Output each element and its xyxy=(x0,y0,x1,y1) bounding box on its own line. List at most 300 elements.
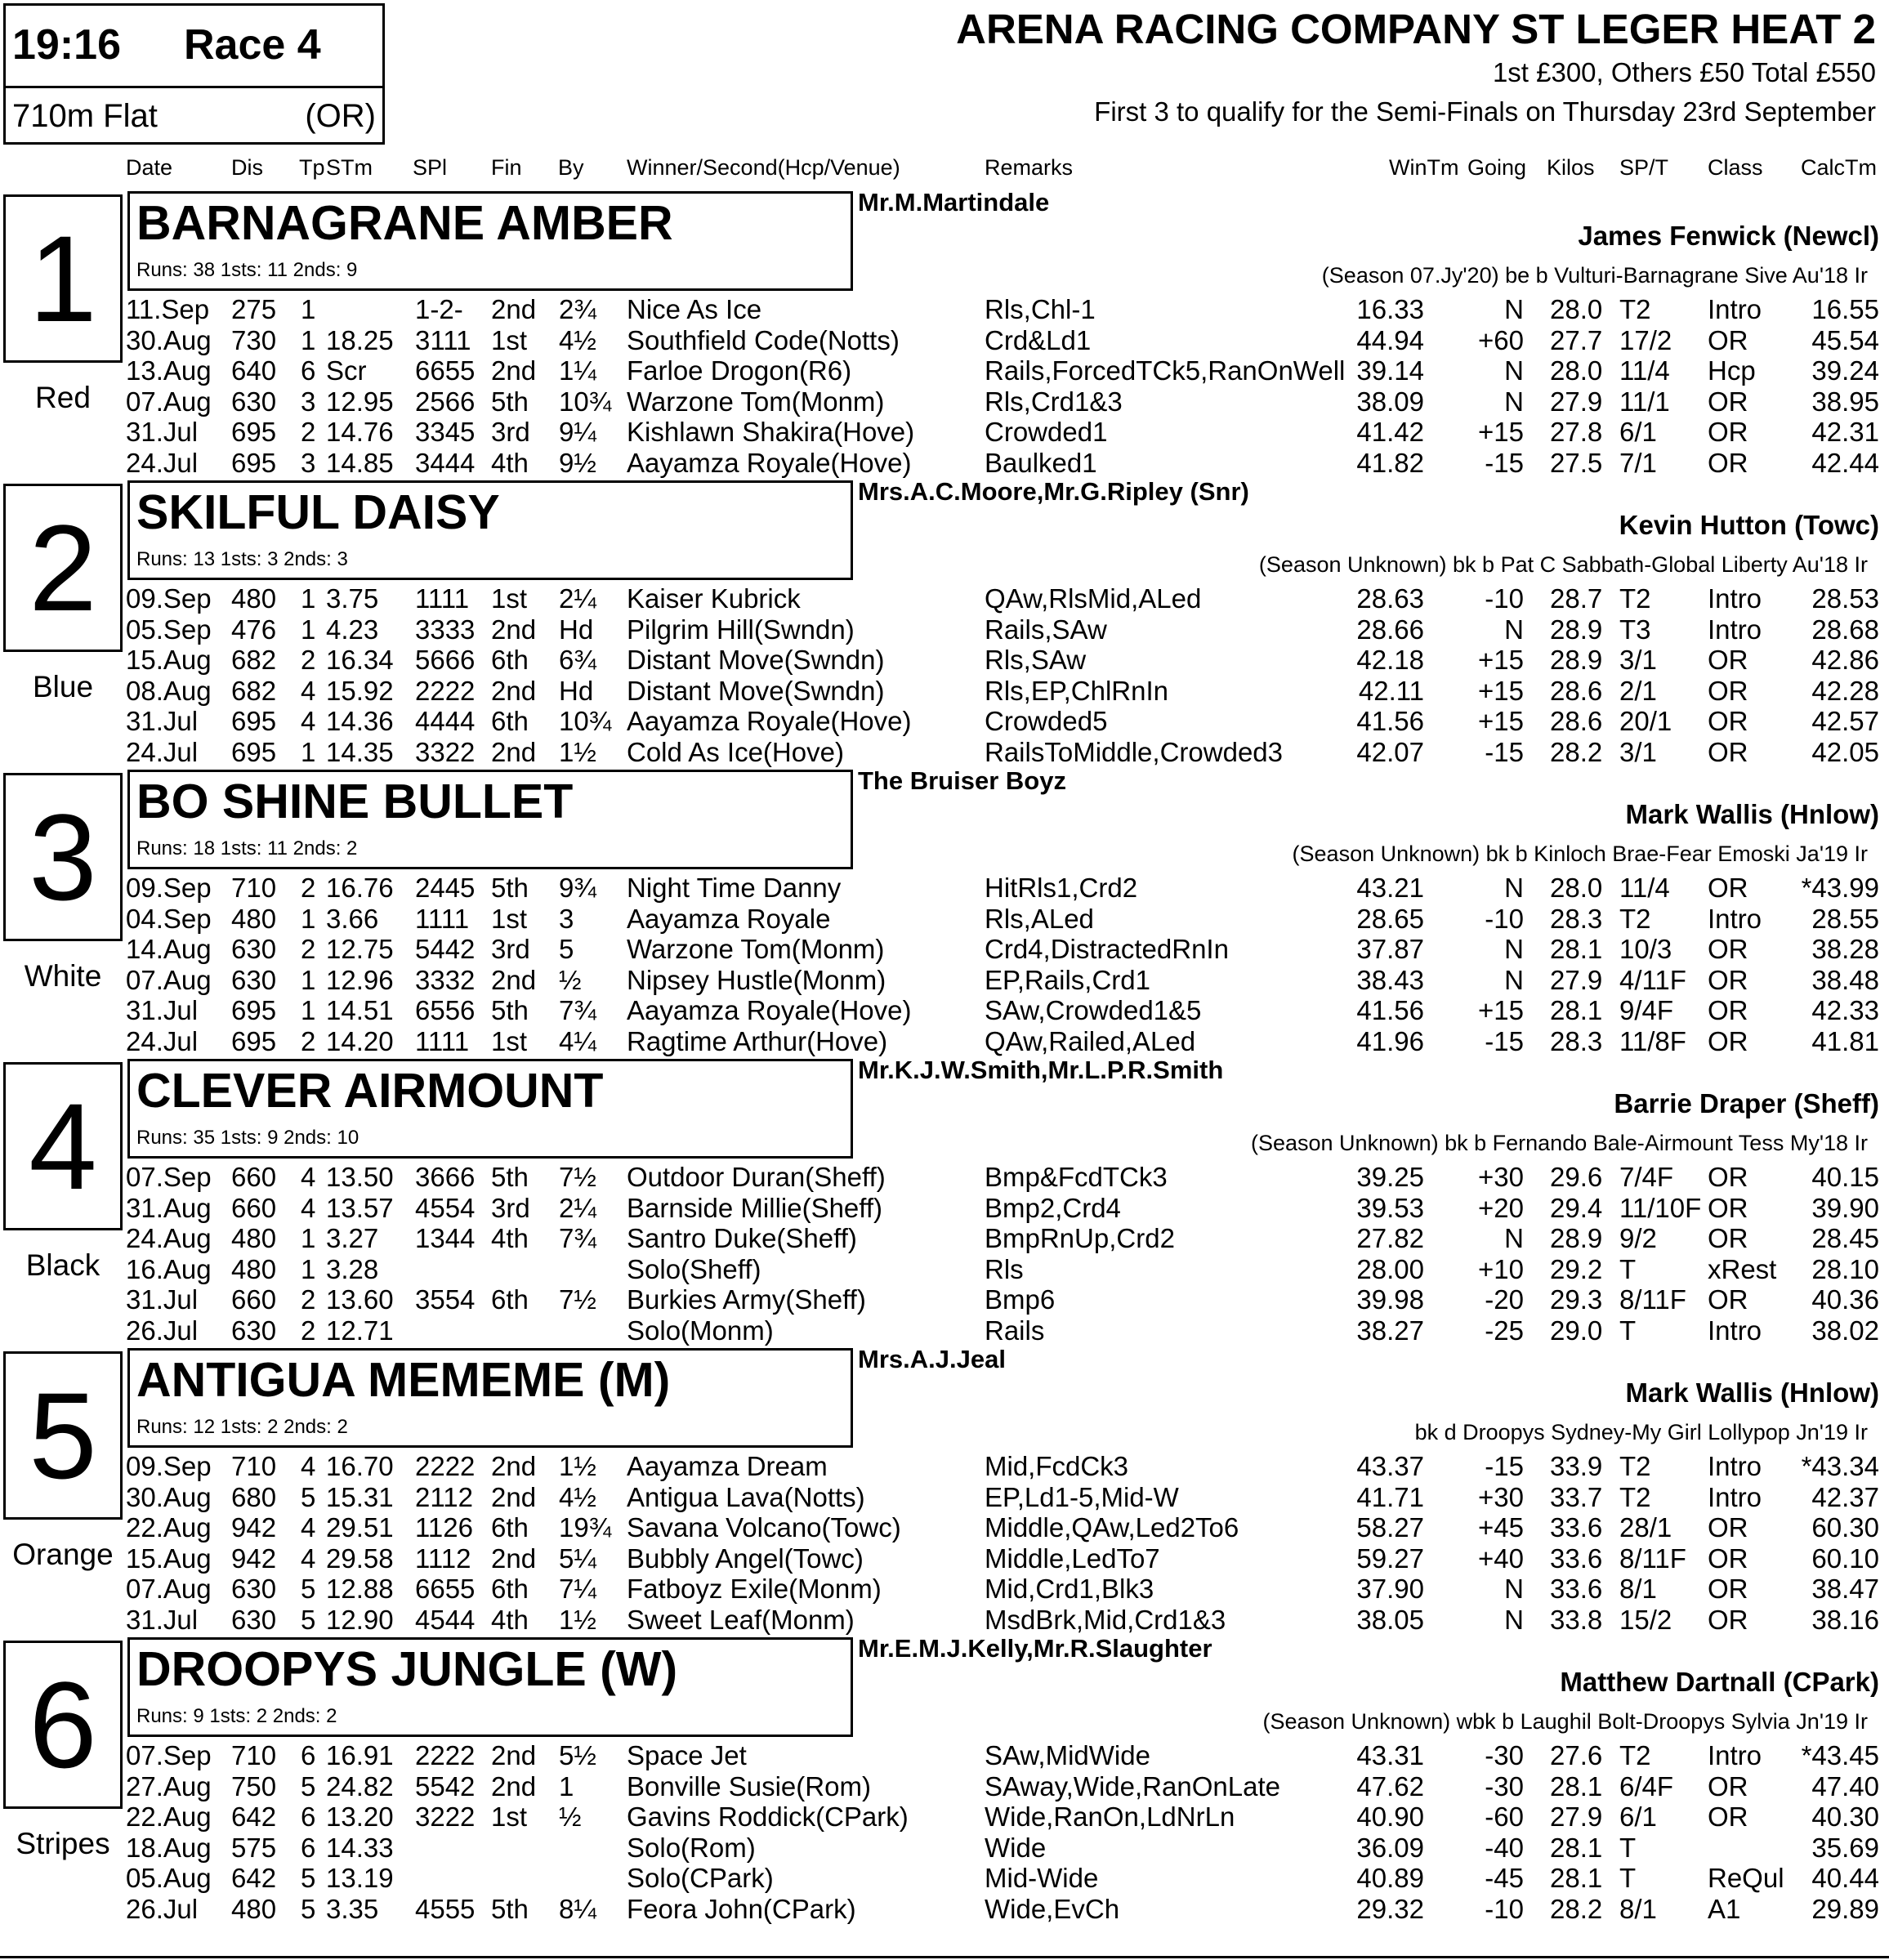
cell-remarks: RailsToMiddle,Crowded3 xyxy=(985,736,1283,767)
dog-owner: Mrs.A.C.Moore,Mr.G.Ripley (Snr) xyxy=(858,477,1249,506)
dog-owner: Mrs.A.J.Jeal xyxy=(858,1345,1006,1373)
cell-going: +15 xyxy=(1478,675,1524,706)
cell-winner: Solo(Sheff) xyxy=(627,1253,761,1284)
cell-spt: T2 xyxy=(1619,1740,1651,1770)
cell-date: 31.Jul xyxy=(126,706,199,736)
cell-wintm: 41.96 xyxy=(1356,1025,1424,1056)
cell-tp: 5 xyxy=(301,1893,316,1924)
cell-kilos: 28.7 xyxy=(1550,583,1603,614)
cell-dis: 710 xyxy=(231,1740,277,1770)
cell-by: 8¼ xyxy=(559,1893,596,1924)
cell-spt: 6/1 xyxy=(1619,417,1657,447)
dog-name-box xyxy=(127,1059,853,1159)
table-row xyxy=(0,1740,1889,1771)
cell-stm: 13.20 xyxy=(326,1802,394,1832)
cell-calctm: 16.55 xyxy=(1811,294,1879,324)
cell-kilos: 27.6 xyxy=(1550,1740,1603,1770)
cell-remarks: QAw,RlsMid,ALed xyxy=(985,583,1202,614)
cell-class: OR xyxy=(1708,1025,1748,1056)
cell-spt: T xyxy=(1619,1832,1637,1863)
dog-owner: Mr.E.M.J.Kelly,Mr.R.Slaughter xyxy=(858,1634,1212,1663)
cell-by: Hd xyxy=(559,675,594,706)
cell-stm: 15.31 xyxy=(326,1481,394,1512)
cell-winner: Aayamza Royale(Hove) xyxy=(627,706,912,736)
cell-remarks: Middle,QAw,Led2To6 xyxy=(985,1512,1239,1543)
col-class: Class xyxy=(1708,155,1763,180)
cell-stm: 4.23 xyxy=(326,614,379,645)
cell-tp: 1 xyxy=(301,964,316,995)
cell-stm: 12.75 xyxy=(326,934,394,964)
cell-dis: 575 xyxy=(231,1832,277,1863)
cell-date: 22.Aug xyxy=(126,1512,212,1543)
trap-color: Black xyxy=(25,1248,100,1282)
table-row xyxy=(0,1863,1889,1894)
dog-runs: Runs: 9 1sts: 2 2nds: 2 xyxy=(136,1705,337,1727)
cell-stm: 13.19 xyxy=(326,1863,394,1893)
cell-fin: 5th xyxy=(491,1162,529,1192)
cell-dis: 480 xyxy=(231,1253,277,1284)
cell-spt: T xyxy=(1619,1253,1637,1284)
cell-spt: 8/1 xyxy=(1619,1574,1657,1604)
cell-fin: 1st xyxy=(491,583,528,614)
cell-remarks: Mid,FcdCk3 xyxy=(985,1451,1129,1481)
cell-remarks: Wide xyxy=(985,1832,1047,1863)
cell-spt: 11/4 xyxy=(1619,873,1670,903)
cell-dis: 695 xyxy=(231,1025,277,1056)
table-row xyxy=(0,934,1889,965)
cell-date: 16.Aug xyxy=(126,1253,212,1284)
cell-spl: 3332 xyxy=(415,964,476,995)
cell-class: Intro xyxy=(1708,1451,1762,1481)
table-row xyxy=(0,1223,1889,1254)
cell-remarks: SAway,Wide,RanOnLate xyxy=(985,1770,1280,1802)
cell-class: Intro xyxy=(1708,1740,1762,1770)
col-remarks: Remarks xyxy=(985,155,1074,180)
cell-spt: 11/8F xyxy=(1619,1025,1686,1056)
cell-stm: 14.85 xyxy=(326,447,394,478)
cell-going: +15 xyxy=(1478,995,1524,1025)
trap-color: Blue xyxy=(32,670,94,703)
cell-spl: 4555 xyxy=(415,1893,476,1924)
cell-calctm: 42.44 xyxy=(1811,447,1879,478)
dog-name-box xyxy=(127,480,853,580)
cell-remarks: Bmp2,Crd4 xyxy=(985,1192,1121,1223)
cell-class: OR xyxy=(1708,1192,1748,1223)
cell-calctm: 40.15 xyxy=(1811,1162,1879,1192)
dog-runs: Runs: 12 1sts: 2 2nds: 2 xyxy=(136,1416,348,1438)
cell-remarks: Rls xyxy=(985,1253,1024,1284)
cell-dis: 630 xyxy=(231,934,277,964)
cell-dis: 942 xyxy=(231,1543,277,1574)
cell-dis: 680 xyxy=(231,1481,277,1512)
table-row xyxy=(0,1894,1889,1925)
cell-by: 2¾ xyxy=(559,294,596,324)
cell-wintm: 43.31 xyxy=(1356,1740,1424,1770)
cell-calctm: *43.45 xyxy=(1801,1740,1879,1770)
cell-fin: 4th xyxy=(491,447,529,478)
cell-winner: Warzone Tom(Monm) xyxy=(627,934,885,964)
cell-fin: 1st xyxy=(491,1025,528,1056)
cell-going: -10 xyxy=(1485,903,1524,934)
cell-winner: Southfield Code(Notts) xyxy=(627,324,900,355)
table-row xyxy=(0,1284,1889,1315)
cell-by: 6¾ xyxy=(559,645,596,675)
cell-going: N xyxy=(1504,1604,1524,1635)
cell-spl: 3444 xyxy=(415,447,476,478)
cell-wintm: 38.43 xyxy=(1356,964,1424,995)
cell-spt: 11/10F xyxy=(1619,1192,1702,1223)
cell-fin: 2nd xyxy=(491,964,537,995)
cell-tp: 1 xyxy=(301,294,316,324)
cell-spt: 9/2 xyxy=(1619,1223,1657,1253)
table-row xyxy=(0,1833,1889,1864)
cell-by: 5 xyxy=(559,934,574,964)
table-row xyxy=(0,448,1889,479)
cell-kilos: 27.7 xyxy=(1550,324,1603,355)
cell-class: Intro xyxy=(1708,1481,1762,1512)
cell-wintm: 38.05 xyxy=(1356,1604,1424,1635)
cell-calctm: 40.44 xyxy=(1811,1863,1879,1893)
cell-class: OR xyxy=(1708,934,1748,964)
cell-date: 31.Jul xyxy=(126,1284,199,1315)
cell-stm: 29.58 xyxy=(326,1543,394,1574)
race-time-box xyxy=(3,3,385,88)
cell-stm: 13.57 xyxy=(326,1192,394,1223)
cell-remarks: SAw,MidWide xyxy=(985,1740,1150,1770)
cell-stm: 15.92 xyxy=(326,675,394,706)
col-wintm: WinTm xyxy=(1389,155,1459,180)
cell-date: 04.Sep xyxy=(126,903,212,934)
cell-calctm: 28.53 xyxy=(1811,583,1879,614)
table-row xyxy=(0,1315,1889,1346)
cell-spl: 3222 xyxy=(415,1802,476,1832)
form-table xyxy=(0,583,1889,767)
cell-remarks: SAw,Crowded1&5 xyxy=(985,995,1202,1025)
cell-remarks: QAw,Railed,ALed xyxy=(985,1025,1196,1056)
table-row xyxy=(0,737,1889,768)
cell-calctm: 41.81 xyxy=(1811,1025,1879,1056)
cell-wintm: 47.62 xyxy=(1356,1770,1424,1802)
cell-by: 9¼ xyxy=(559,417,596,447)
form-table xyxy=(0,294,1889,478)
cell-stm: 13.60 xyxy=(326,1284,394,1315)
table-row xyxy=(0,1802,1889,1833)
cell-remarks: Rails,ForcedTCk5,RanOnWell xyxy=(985,355,1346,386)
race-prizes: 1st £300, Others £50 Total £550 xyxy=(1492,57,1876,87)
cell-winner: Farloe Drogon(R6) xyxy=(627,355,852,386)
cell-tp: 3 xyxy=(301,386,316,417)
cell-tp: 1 xyxy=(301,324,316,355)
cell-winner: Kishlawn Shakira(Hove) xyxy=(627,417,915,447)
cell-tp: 1 xyxy=(301,1223,316,1253)
cell-spt: T2 xyxy=(1619,1451,1651,1481)
cell-class: OR xyxy=(1708,1604,1748,1635)
cell-going: -15 xyxy=(1485,736,1524,767)
cell-date: 07.Sep xyxy=(126,1162,212,1192)
dog-owner: Mr.M.Martindale xyxy=(858,188,1050,217)
cell-kilos: 28.1 xyxy=(1550,1832,1603,1863)
table-row xyxy=(0,904,1889,935)
cell-tp: 1 xyxy=(301,995,316,1025)
dog-owner: Mr.K.J.W.Smith,Mr.L.P.R.Smith xyxy=(858,1056,1224,1084)
cell-date: 07.Aug xyxy=(126,964,212,995)
cell-calctm: 35.69 xyxy=(1811,1832,1879,1863)
cell-wintm: 28.66 xyxy=(1356,614,1424,645)
runner-block xyxy=(0,1634,1889,1922)
cell-fin: 1st xyxy=(491,903,528,934)
cell-dis: 682 xyxy=(231,645,277,675)
cell-spt: T2 xyxy=(1619,294,1651,324)
cell-winner: Kaiser Kubrick xyxy=(627,583,801,614)
cell-wintm: 28.63 xyxy=(1356,583,1424,614)
cell-class: OR xyxy=(1708,1162,1748,1192)
cell-spl: 4444 xyxy=(415,706,476,736)
cell-class: OR xyxy=(1708,964,1748,995)
dog-runs: Runs: 35 1sts: 9 2nds: 10 xyxy=(136,1127,359,1149)
dog-trainer: Kevin Hutton (Towc) xyxy=(1619,510,1879,540)
cell-spt: 2/1 xyxy=(1619,675,1657,706)
cell-date: 24.Aug xyxy=(126,1223,212,1253)
cell-date: 14.Aug xyxy=(126,934,212,964)
cell-date: 24.Jul xyxy=(126,736,199,767)
cell-going: -40 xyxy=(1485,1832,1524,1863)
col-stm: STm xyxy=(326,155,373,180)
cell-date: 07.Aug xyxy=(126,386,212,417)
cell-date: 22.Aug xyxy=(126,1802,212,1832)
cell-by: 1 xyxy=(559,1770,574,1802)
cell-date: 31.Jul xyxy=(126,995,199,1025)
cell-winner: Distant Move(Swndn) xyxy=(627,645,885,675)
cell-by: 3 xyxy=(559,903,574,934)
cell-stm: 14.33 xyxy=(326,1832,394,1863)
cell-spt: 11/4 xyxy=(1619,355,1670,386)
cell-fin: 3rd xyxy=(491,1192,530,1223)
cell-dis: 750 xyxy=(231,1770,277,1802)
race-distance-box xyxy=(3,88,385,145)
cell-by: ½ xyxy=(559,964,582,995)
cell-tp: 5 xyxy=(301,1604,316,1635)
cell-stm: 3.35 xyxy=(326,1893,379,1924)
cell-spl: 6655 xyxy=(415,1574,476,1604)
cell-spl: 2222 xyxy=(415,1740,476,1770)
cell-going: +20 xyxy=(1478,1192,1524,1223)
cell-kilos: 28.0 xyxy=(1550,294,1603,324)
cell-date: 31.Jul xyxy=(126,417,199,447)
race-grade: (OR) xyxy=(305,98,376,134)
cell-tp: 6 xyxy=(301,1802,316,1832)
cell-remarks: Wide,RanOn,LdNrLn xyxy=(985,1802,1235,1832)
runner-block xyxy=(0,477,1889,765)
cell-winner: Santro Duke(Sheff) xyxy=(627,1223,857,1253)
cell-dis: 630 xyxy=(231,964,277,995)
cell-wintm: 42.18 xyxy=(1356,645,1424,675)
dog-runs: Runs: 13 1sts: 3 2nds: 3 xyxy=(136,548,348,570)
cell-spl: 4554 xyxy=(415,1192,476,1223)
cell-calctm: 40.36 xyxy=(1811,1284,1879,1315)
cell-going: N xyxy=(1504,614,1524,645)
runner-block xyxy=(0,1056,1889,1346)
trap-color: Red xyxy=(35,381,91,414)
cell-spl: 6655 xyxy=(415,355,476,386)
col-winner: Winner/Second(Hcp/Venue) xyxy=(627,155,900,180)
cell-wintm: 41.56 xyxy=(1356,995,1424,1025)
race-title: ARENA RACING COMPANY ST LEGER HEAT 2 xyxy=(956,6,1876,52)
cell-stm: 12.88 xyxy=(326,1574,394,1604)
race-distance: 710m Flat xyxy=(12,98,158,134)
cell-tp: 1 xyxy=(301,614,316,645)
cell-spt: 10/3 xyxy=(1619,934,1672,964)
cell-kilos: 29.0 xyxy=(1550,1315,1603,1346)
table-row xyxy=(0,676,1889,707)
cell-dis: 476 xyxy=(231,614,277,645)
table-row xyxy=(0,1605,1889,1636)
dog-trainer: Mark Wallis (Hnlow) xyxy=(1625,1377,1879,1408)
table-row xyxy=(0,417,1889,448)
trap-color: Stripes xyxy=(16,1827,110,1860)
cell-wintm: 40.89 xyxy=(1356,1863,1424,1893)
cell-date: 11.Sep xyxy=(126,294,210,324)
cell-kilos: 28.0 xyxy=(1550,355,1603,386)
cell-by: 1¼ xyxy=(559,355,596,386)
cell-wintm: 43.21 xyxy=(1356,873,1424,903)
dog-breed: (Season Unknown) bk b Pat C Sabbath-Global Liberty Au'18 Ir xyxy=(1258,552,1868,577)
cell-wintm: 36.09 xyxy=(1356,1832,1424,1863)
cell-spt: 4/11F xyxy=(1619,964,1686,995)
cell-spl: 5666 xyxy=(415,645,476,675)
cell-stm: 3.75 xyxy=(326,583,379,614)
cell-fin: 2nd xyxy=(491,1770,537,1802)
cell-fin: 2nd xyxy=(491,294,537,324)
cell-fin: 4th xyxy=(491,1223,529,1253)
cell-winner: Gavins Roddick(CPark) xyxy=(627,1802,909,1832)
cell-class: Intro xyxy=(1708,614,1762,645)
cell-kilos: 28.6 xyxy=(1550,706,1603,736)
cell-spt: 20/1 xyxy=(1619,706,1672,736)
dog-breed: (Season 07.Jy'20) be b Vulturi-Barnagrane Sive Au'18 Ir xyxy=(1321,263,1868,288)
dog-name-box xyxy=(127,770,853,869)
cell-winner: Bubbly Angel(Towc) xyxy=(627,1543,864,1574)
cell-dis: 695 xyxy=(231,417,277,447)
cell-going: -45 xyxy=(1485,1863,1524,1893)
table-row xyxy=(0,706,1889,737)
cell-calctm: 42.37 xyxy=(1811,1481,1879,1512)
cell-tp: 5 xyxy=(301,1481,316,1512)
trap-number: 4 xyxy=(3,1062,123,1230)
trap-number: 1 xyxy=(3,194,123,363)
cell-stm: 16.34 xyxy=(326,645,394,675)
cell-wintm: 43.37 xyxy=(1356,1451,1424,1481)
cell-calctm: 39.90 xyxy=(1811,1192,1879,1223)
cell-by: 7¾ xyxy=(559,1223,596,1253)
cell-winner: Solo(Monm) xyxy=(627,1315,774,1346)
cell-remarks: EP,Ld1-5,Mid-W xyxy=(985,1481,1179,1512)
cell-by: 7¾ xyxy=(559,995,596,1025)
table-row xyxy=(0,1254,1889,1285)
table-row xyxy=(0,965,1889,996)
cell-wintm: 42.11 xyxy=(1358,675,1424,706)
table-row xyxy=(0,1771,1889,1802)
cell-going: +40 xyxy=(1478,1543,1524,1574)
cell-fin: 5th xyxy=(491,386,529,417)
cell-remarks: EP,Rails,Crd1 xyxy=(985,964,1150,995)
cell-remarks: Rls,Crd1&3 xyxy=(985,386,1123,417)
cell-tp: 4 xyxy=(301,706,316,736)
cell-class: xRest xyxy=(1708,1253,1777,1284)
cell-tp: 4 xyxy=(301,1162,316,1192)
cell-spt: 8/11F xyxy=(1619,1284,1686,1315)
cell-wintm: 39.14 xyxy=(1356,355,1424,386)
cell-class: OR xyxy=(1708,1543,1748,1574)
cell-class: OR xyxy=(1708,645,1748,675)
cell-spl: 3322 xyxy=(415,736,476,767)
trap-number: 2 xyxy=(3,484,123,652)
cell-remarks: Rails xyxy=(985,1315,1045,1346)
cell-date: 15.Aug xyxy=(126,1543,212,1574)
cell-winner: Aayamza Dream xyxy=(627,1451,828,1481)
cell-kilos: 28.9 xyxy=(1550,645,1603,675)
col-dis: Dis xyxy=(231,155,263,180)
cell-kilos: 27.9 xyxy=(1550,386,1603,417)
cell-fin: 5th xyxy=(491,873,529,903)
cell-class: Intro xyxy=(1708,903,1762,934)
cell-winner: Cold As Ice(Hove) xyxy=(627,736,844,767)
cell-wintm: 58.27 xyxy=(1356,1512,1424,1543)
dog-trainer: Matthew Dartnall (CPark) xyxy=(1560,1667,1879,1697)
cell-tp: 1 xyxy=(301,903,316,934)
cell-class: Hcp xyxy=(1708,355,1756,386)
cell-wintm: 29.32 xyxy=(1356,1893,1424,1924)
cell-date: 31.Jul xyxy=(126,1604,199,1635)
cell-winner: Aayamza Royale(Hove) xyxy=(627,995,912,1025)
cell-kilos: 28.1 xyxy=(1550,934,1603,964)
cell-tp: 2 xyxy=(301,645,316,675)
col-by: By xyxy=(558,155,584,180)
cell-tp: 2 xyxy=(301,873,316,903)
cell-kilos: 28.3 xyxy=(1550,1025,1603,1056)
form-table xyxy=(0,1740,1889,1924)
runner-block xyxy=(0,188,1889,478)
cell-class: ReQul xyxy=(1708,1863,1784,1893)
cell-date: 05.Aug xyxy=(126,1863,212,1893)
cell-tp: 2 xyxy=(301,934,316,964)
cell-wintm: 41.71 xyxy=(1356,1481,1424,1512)
cell-dis: 275 xyxy=(231,294,277,324)
cell-calctm: 38.47 xyxy=(1811,1574,1879,1604)
cell-calctm: 42.28 xyxy=(1811,675,1879,706)
cell-winner: Fatboyz Exile(Monm) xyxy=(627,1574,882,1604)
cell-winner: Ragtime Arthur(Hove) xyxy=(627,1025,888,1056)
cell-dis: 710 xyxy=(231,1451,277,1481)
cell-spl: 6556 xyxy=(415,995,476,1025)
dog-name: DROOPYS JUNGLE (W) xyxy=(136,1642,678,1696)
cell-fin: 2nd xyxy=(491,355,537,386)
cell-kilos: 33.6 xyxy=(1550,1512,1603,1543)
race-time: 19:16 xyxy=(12,21,121,69)
cell-spt: 9/4F xyxy=(1619,995,1674,1025)
cell-wintm: 28.65 xyxy=(1356,903,1424,934)
cell-calctm: 28.55 xyxy=(1811,903,1879,934)
table-row xyxy=(0,583,1889,614)
cell-by: Hd xyxy=(559,614,594,645)
cell-spl: 5542 xyxy=(415,1770,476,1802)
cell-dis: 710 xyxy=(231,873,277,903)
cell-fin: 2nd xyxy=(491,1740,537,1770)
cell-dis: 630 xyxy=(231,386,277,417)
cell-kilos: 28.1 xyxy=(1550,995,1603,1025)
cell-calctm: 28.68 xyxy=(1811,614,1879,645)
cell-date: 09.Sep xyxy=(126,1451,212,1481)
cell-spt: 3/1 xyxy=(1619,645,1657,675)
